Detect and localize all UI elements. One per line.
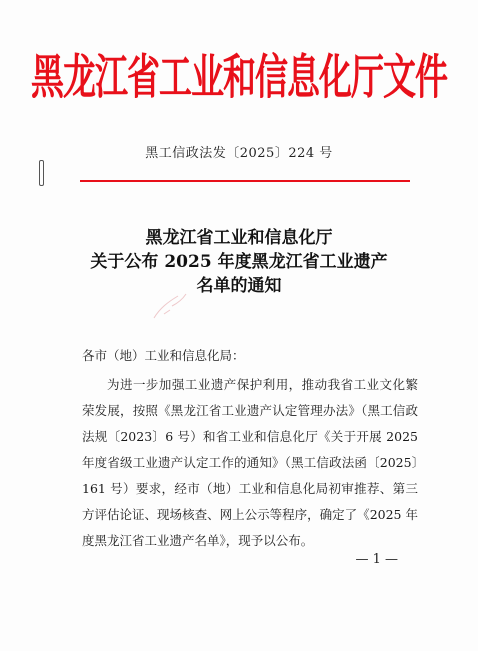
- title-line-1: 黑龙江省工业和信息化厅: [145, 228, 333, 248]
- body-paragraph: 为进一步加强工业遗产保护利用，推动我省工业文化繁荣发展，按照《黑龙江省工业遗产认定管理办法》（黑工信政法规〔2023〕6 号）和省工业和信息化厅《关于开展 2025 年度省级工业遗产认定工作的通知》（黑工信政法函〔2025〕161 号）要求，经市（地）工业和信息化局初审推荐、第三方评估论证、现场核查、网上公示等程序，确定了《2025 年度黑龙江省工业遗产名单》，现予以公布。: [82, 377, 418, 548]
- title-line-2: 关于公布 2025 年度黑龙江省工业遗产: [90, 252, 388, 272]
- faint-seal-mark: [150, 288, 190, 322]
- document-title: [0, 226, 478, 298]
- title-line-3: 名单的通知: [196, 276, 282, 296]
- document-number: 黑工信政法发〔2025〕224 号: [145, 146, 333, 161]
- masthead-title: 黑龙江省工业和信息化厅文件: [31, 48, 447, 106]
- red-divider-line: [80, 180, 410, 182]
- page-number: — 1 —: [355, 552, 398, 567]
- body-text: [82, 372, 418, 554]
- binding-mark: [39, 160, 44, 186]
- addressee-line: 各市（地）工业和信息化局：: [82, 348, 245, 363]
